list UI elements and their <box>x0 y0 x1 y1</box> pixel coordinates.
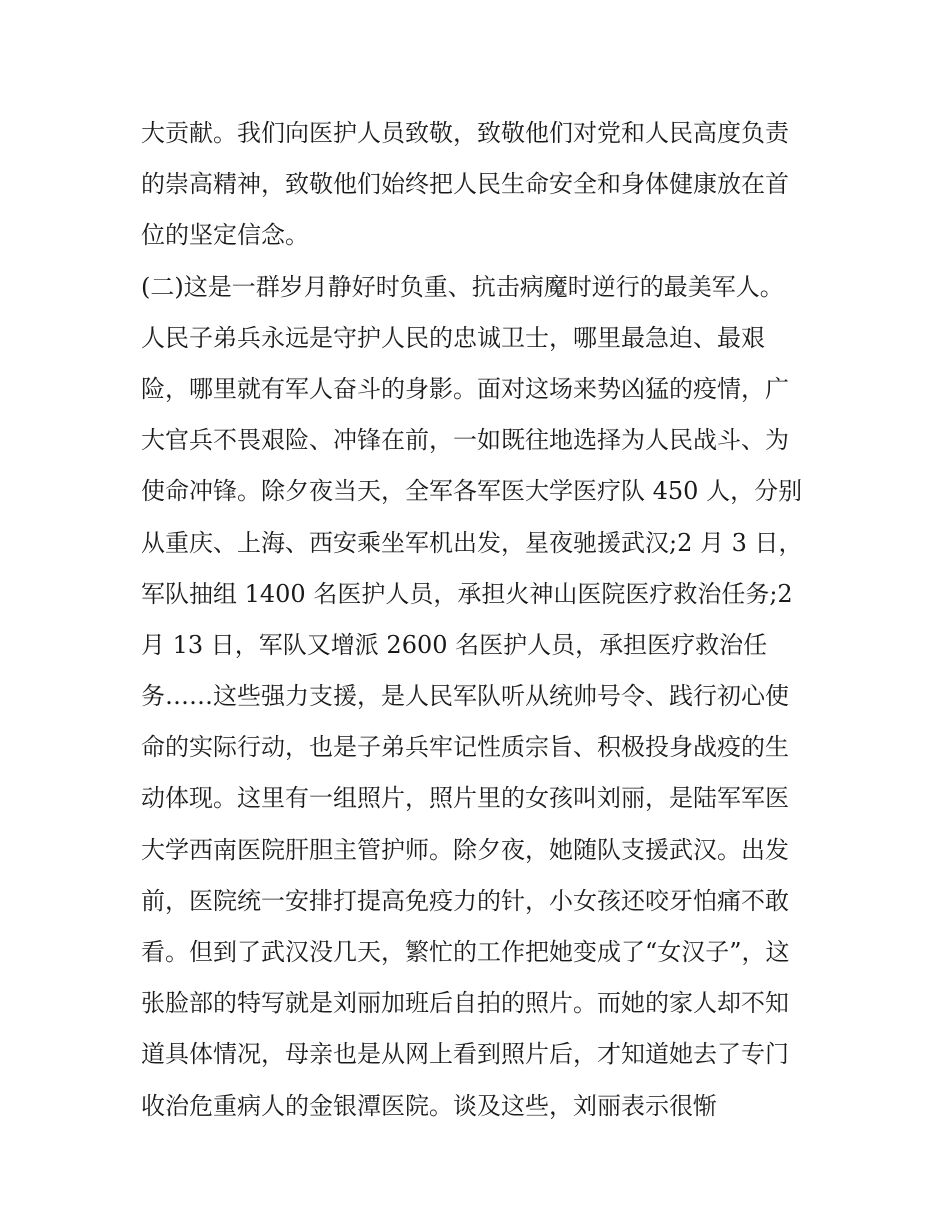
text-line: 的崇高精神，致敬他们始终把人民生命安全和身体健康放在首 <box>141 170 789 199</box>
text-line: (二)这是一群岁月静好时负重、抗击病魔时逆行的最美军人。 <box>141 272 784 301</box>
text-line: 月 13 日，军队又增派 2600 名医护人员，承担医疗救治任 <box>141 630 768 659</box>
text-line: 位的坚定信念。 <box>141 221 309 250</box>
text-line: 收治危重病人的金银潭医院。谈及这些，刘丽表示很惭 <box>141 1091 717 1120</box>
text-line: 大学西南医院肝胆主管护师。除夕夜，她随队支援武汉。出发 <box>141 835 789 864</box>
text-line: 险，哪里就有军人奋斗的身影。面对这场来势凶猛的疫情，广 <box>141 374 789 403</box>
text-line: 使命冲锋。除夕夜当天，全军各军医大学医疗队 450 人，分别 <box>141 477 803 506</box>
text-line: 大贡献。我们向医护人员致敬，致敬他们对党和人民高度负责 <box>141 119 789 147</box>
text-line: 大官兵不畏艰险、冲锋在前，一如既往地选择为人民战斗、为 <box>141 426 789 455</box>
text-line: 人民子弟兵永远是守护人民的忠诚卫士，哪里最急迫、最艰 <box>141 323 765 352</box>
text-line: 前，医院统一安排打提高免疫力的针，小女孩还咬牙怕痛不敢 <box>141 886 789 915</box>
text-line: 看。但到了武汉没几天，繁忙的工作把她变成了“女汉子”，这 <box>141 938 790 966</box>
text-line: 军队抽组 1400 名医护人员，承担火神山医院医疗救治任务;2 <box>141 579 793 608</box>
text-line: 张脸部的特写就是刘丽加班后自拍的照片。而她的家人却不知 <box>141 989 789 1018</box>
text-line: 道具体情况，母亲也是从网上看到照片后，才知道她去了专门 <box>141 1040 789 1069</box>
text-line: 务……这些强力支援，是人民军队听从统帅号令、践行初心使 <box>141 682 789 711</box>
text-line: 从重庆、上海、西安乘坐军机出发，星夜驰援武汉;2 月 3 日， <box>141 528 803 557</box>
body-text <box>141 108 821 1132</box>
text-line: 命的实际行动，也是子弟兵牢记性质宗旨、积极投身战疫的生 <box>141 733 789 762</box>
text-line: 动体现。这里有一组照片，照片里的女孩叫刘丽，是陆军军医 <box>141 784 789 813</box>
